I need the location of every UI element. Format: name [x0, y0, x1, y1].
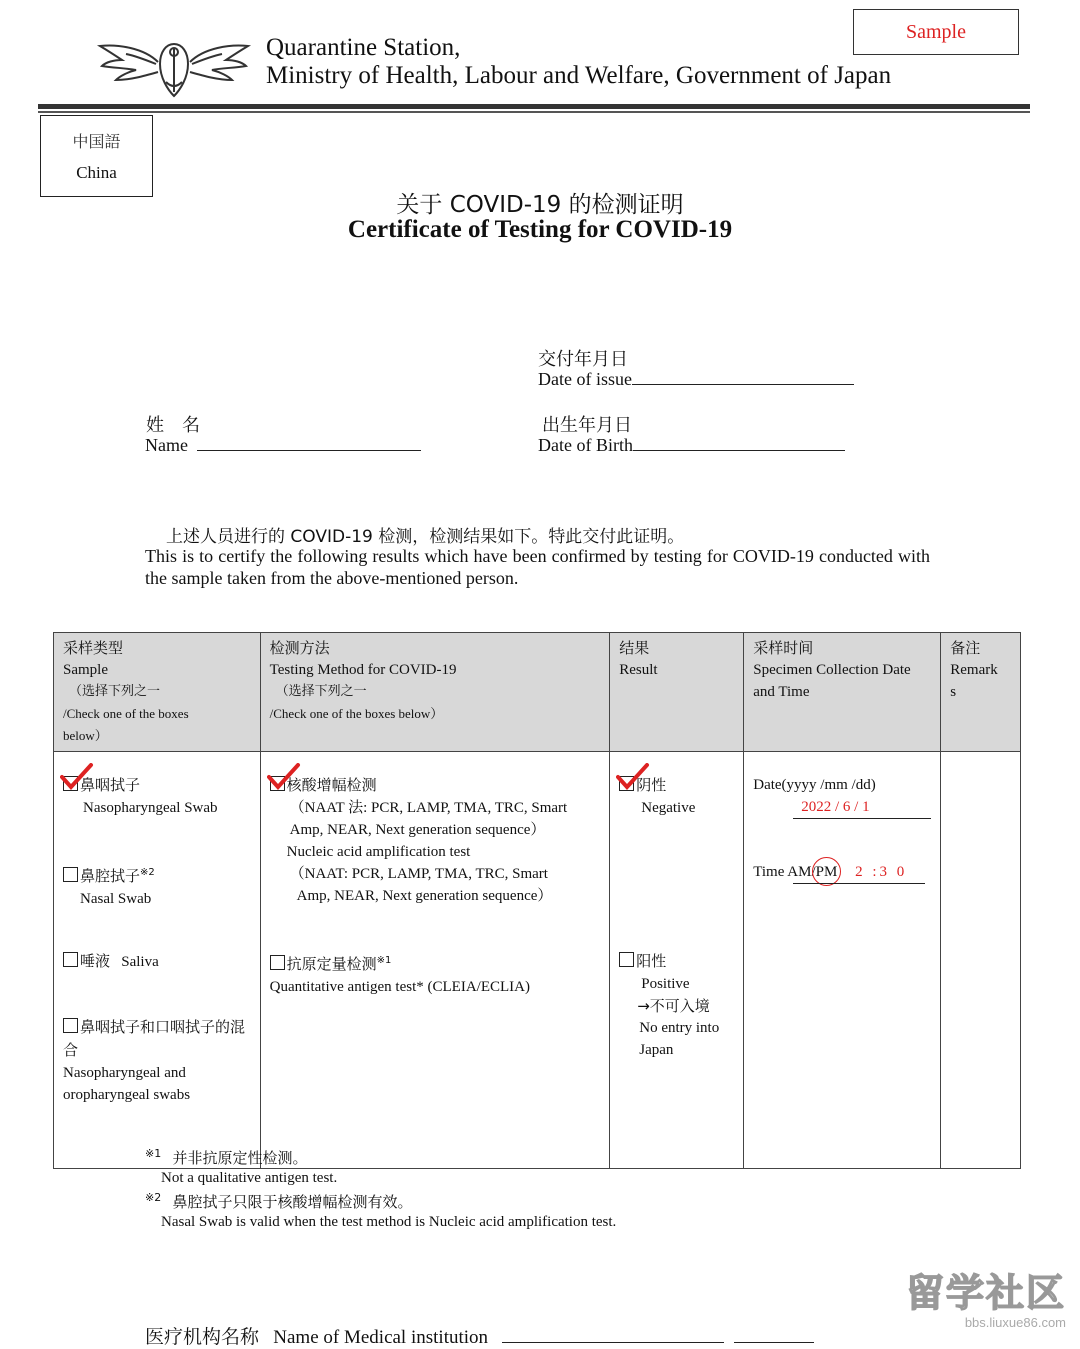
header-sample-cn: 采样类型: [63, 639, 124, 657]
method-option-label-cn: 抗原定量检测: [286, 955, 377, 973]
header-result: [610, 633, 744, 752]
footnote-mark: ※1: [145, 1147, 162, 1160]
method-option-line: （NAAT: PCR, LAMP, TMA, TRC, Smart: [289, 866, 548, 882]
method-cell: [260, 752, 610, 1169]
watermark-url: bbs.liuxue86.com: [964, 1315, 1066, 1330]
name-field[interactable]: [145, 435, 421, 456]
title-chinese: 关于 COVID-19 的检测证明: [396, 192, 684, 218]
collection-time-pm: PM: [815, 864, 838, 880]
issue-field[interactable]: [538, 369, 854, 390]
checkbox-antigen[interactable]: [270, 955, 285, 970]
sample-cell: [54, 752, 261, 1169]
method-option-naat[interactable]: [270, 774, 601, 950]
header-method-cn: 检测方法: [269, 639, 330, 657]
collection-cell: [744, 752, 941, 1169]
header-method-en: Testing Method for COVID-19: [269, 662, 457, 678]
header-time: [744, 633, 941, 752]
checkbox-nasal[interactable]: [63, 867, 78, 882]
result-option-positive[interactable]: [619, 950, 734, 1061]
header-result-cn: 结果: [619, 639, 650, 657]
dob-underline: [633, 436, 845, 451]
collection-date-value[interactable]: 2022 / 6 / 1: [793, 796, 931, 819]
header-sample-en: Sample: [63, 662, 108, 678]
language-english: China: [76, 163, 117, 182]
method-option-line: Amp, NEAR, Next generation sequence）: [296, 888, 553, 904]
name-underline: [197, 436, 421, 451]
red-check-icon: [60, 763, 94, 793]
header-method-note-en: /Check one of the boxes below）: [269, 706, 444, 721]
header-time-en-2: and Time: [753, 684, 810, 700]
header-remarks: [941, 633, 1021, 752]
issue-label: Date of issue: [538, 369, 632, 389]
footnote-1: [145, 1147, 307, 1168]
sample-option-nasopharyngeal[interactable]: [63, 774, 251, 862]
footnote-ref: ※1: [376, 955, 392, 966]
footnote-2-en: Nasal Swab is valid when the test method is Nucleic acid amplification test.: [161, 1214, 617, 1230]
method-option-line: Nucleic acid amplification test: [286, 844, 471, 860]
result-option-label-cn: 阳性: [636, 952, 667, 970]
name-label: Name: [145, 435, 188, 455]
institution-underline: [502, 1328, 724, 1343]
footnote-1-en: Not a qualitative antigen test.: [161, 1170, 338, 1186]
dob-label-cn: 出生年月日: [542, 415, 632, 436]
checkbox-nasopharyngeal[interactable]: [63, 776, 78, 791]
dob-label: Date of Birth: [538, 435, 633, 455]
language-box: [40, 115, 153, 197]
method-option-line: Quantitative antigen test* (CLEIA/ECLIA): [269, 979, 530, 995]
header-remarks-en: Remark: [950, 662, 998, 678]
header-line-2: Ministry of Health, Labour and Welfare, Government of Japan: [266, 62, 892, 89]
method-option-line: （NAAT 法: PCR, LAMP, TMA, TRC, Smart: [289, 800, 568, 816]
header-time-en: Specimen Collection Date: [753, 662, 911, 678]
header-method-note-cn: （选择下列之一: [275, 684, 367, 699]
header-sample-note-cn: （选择下列之一: [69, 684, 161, 699]
footnote-mark: ※2: [145, 1191, 162, 1204]
method-option-antigen[interactable]: [270, 950, 601, 998]
table-body-row: [54, 752, 1021, 1169]
collection-time-value: 2 :3 0: [855, 864, 908, 880]
pm-marker: [816, 861, 838, 883]
statement-cn: 上述人员进行的 COVID-19 检测，检测结果如下。特此交付此证明。: [166, 527, 685, 547]
footnote-ref: ※2: [140, 867, 155, 878]
watermark-main: 留学社区: [905, 1271, 1066, 1315]
result-cell: [610, 752, 744, 1169]
sample-option-label-cn: 唾液: [80, 952, 111, 970]
collection-time-underline: [793, 883, 925, 884]
sample-option-label-en: Nasal Swab: [80, 891, 152, 907]
name-label-cn: 姓 名: [146, 415, 200, 436]
red-check-icon: [267, 763, 301, 793]
sample-label: Sample: [906, 21, 966, 43]
sample-option-label-cn: 鼻咽拭子: [80, 776, 141, 794]
sample-option-nasal[interactable]: [63, 862, 251, 950]
institution-label-en: Name of Medical institution: [273, 1327, 489, 1348]
header-remarks-cn: 备注: [950, 639, 981, 657]
collection-time-row[interactable]: [753, 861, 931, 883]
header-result-en: Result: [619, 662, 658, 678]
checkbox-positive[interactable]: [619, 952, 634, 967]
header-rule-thick: [38, 104, 1030, 109]
checkbox-naat[interactable]: [270, 776, 285, 791]
sample-option-label-en: Saliva: [121, 954, 159, 970]
header-sample-note-en: /Check one of the boxes: [63, 706, 189, 721]
header-time-cn: 采样时间: [753, 639, 814, 657]
sample-option-label-en: Nasopharyngeal and oropharyngeal swabs: [63, 1065, 191, 1103]
issue-underline: [632, 370, 854, 385]
sample-option-label-cn: 鼻咽拭子和口咽拭子的混合: [63, 1018, 246, 1059]
header-rule-thin: [38, 111, 1030, 113]
red-check-icon: [616, 763, 650, 793]
result-option-label-cn: 阴性: [636, 776, 667, 794]
circle-mark-icon: [812, 857, 841, 886]
result-option-note-cn: →不可入境: [637, 997, 710, 1015]
watermark-logo: [896, 1271, 1066, 1333]
footnote-2: [145, 1191, 412, 1212]
result-option-label-en: Negative: [641, 800, 696, 816]
institution-underline-2: [734, 1328, 814, 1343]
title-english: Certificate of Testing for COVID-19: [347, 216, 733, 243]
header-sample-note-en-2: below）: [63, 728, 108, 743]
sample-label-box: [853, 9, 1019, 55]
checkbox-saliva[interactable]: [63, 952, 78, 967]
sample-option-label-cn: 鼻腔拭子: [80, 867, 141, 885]
header-method: [260, 633, 610, 752]
header-remarks-en-2: s: [950, 684, 957, 700]
statement-en: This is to certify the following results which have been confirmed by testing for COVID-19 conducted with the sample taken from the above-mentioned person.: [145, 546, 930, 588]
institution-label-cn: 医疗机构名称: [145, 1326, 260, 1348]
header-sample: [54, 633, 261, 752]
sample-option-label-en: Nasopharyngeal Swab: [83, 800, 218, 816]
language-native: 中国語: [72, 132, 121, 151]
result-option-negative[interactable]: [619, 774, 734, 950]
sample-option-saliva[interactable]: [63, 950, 251, 1016]
quarantine-emblem-icon: [96, 32, 252, 102]
method-option-line: Amp, NEAR, Next generation sequence）: [289, 822, 546, 838]
checkbox-mixed[interactable]: [63, 1018, 78, 1033]
remarks-cell[interactable]: [941, 752, 1021, 1169]
footnote-cn: 鼻腔拭子只限于核酸增幅检测有效。: [172, 1193, 413, 1211]
footnote-cn: 并非抗原定性检测。: [172, 1149, 308, 1167]
dob-field[interactable]: [538, 435, 845, 456]
header-line-1: Quarantine Station,: [266, 34, 461, 61]
table-header-row: [54, 633, 1021, 752]
result-option-note-en: No entry into Japan: [639, 1020, 720, 1058]
collection-date-label: Date(yyyy /mm /dd): [753, 777, 876, 793]
issue-label-cn: 交付年月日: [538, 349, 628, 370]
sample-option-mixed[interactable]: [63, 1016, 251, 1106]
collection-time-label: Time AM/: [753, 864, 816, 880]
checkbox-negative[interactable]: [619, 776, 634, 791]
results-table: [53, 632, 1021, 1169]
result-option-label-en: Positive: [641, 976, 690, 992]
method-option-label-cn: 核酸增幅检测: [286, 776, 377, 794]
